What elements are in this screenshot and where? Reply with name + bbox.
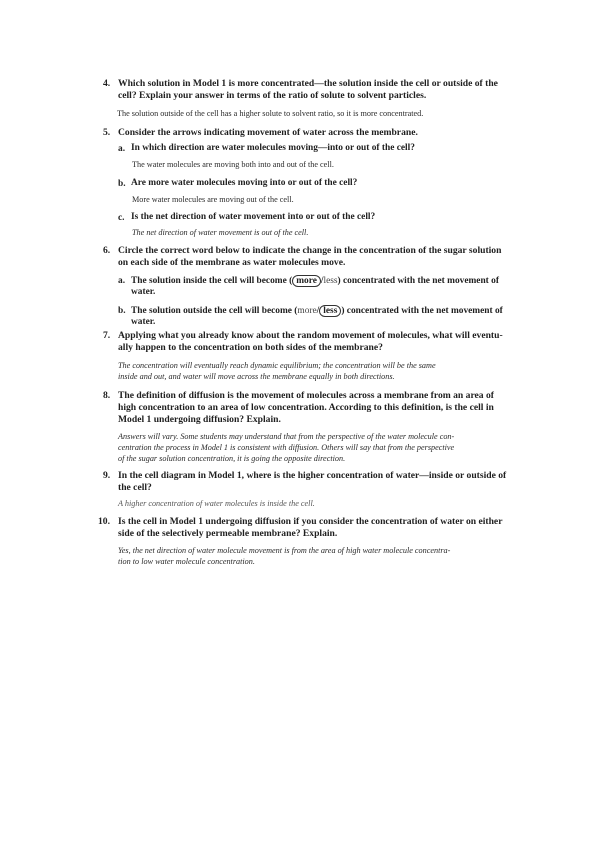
question-number: 4. xyxy=(103,78,111,89)
question-6a-text xyxy=(131,275,521,288)
question-10-line-1: Is the cell in Model 1 undergoing diffusion if you consider the concentration of water on either xyxy=(118,516,503,527)
question-4-line-1: Which solution in Model 1 is more concentrated—the solution inside the cell or outside of the xyxy=(118,78,498,89)
subquestion-letter: b. xyxy=(118,306,126,316)
question-8-line-2: high concentration to an area of low concentration. According to this definition, is the cell in xyxy=(118,402,494,413)
question-8-answer-line-3: of the sugar solution concentration, it is going the opposite direction. xyxy=(118,454,346,463)
question-6b-pre: The solution outside the cell will become ( xyxy=(131,306,298,316)
question-7-answer-line-2: inside and out, and water will move across the membrane equally in both directions. xyxy=(118,372,395,381)
question-8-line-1: The definition of diffusion is the movement of molecules across a membrane from an area of xyxy=(118,390,494,401)
question-7-line-1: Applying what you already know about the random movement of molecules, what will eventu- xyxy=(118,330,503,341)
question-10-answer-line-2: tion to low water molecule concentration. xyxy=(118,557,255,566)
question-8-answer-line-1: Answers will vary. Some students may understand that from the perspective of the water molecule con- xyxy=(118,432,455,441)
question-number: 10. xyxy=(98,516,110,527)
question-4-answer: The solution outside of the cell has a higher solute to solvent ratio, so it is more concentrated. xyxy=(117,109,424,118)
question-6a-post: ) concentrated with the net movement of xyxy=(337,276,499,286)
question-6-line-1: Circle the correct word below to indicate the change in the concentration of the sugar solution xyxy=(118,245,502,256)
subquestion-letter: a. xyxy=(118,144,126,154)
question-9-line-2: the cell? xyxy=(118,482,152,493)
question-8-answer-line-2: centration the process in Model 1 is consistent with diffusion. Others will say that from the perspective xyxy=(118,443,455,452)
question-5b-text: Are more water molecules moving into or out of the cell? xyxy=(131,178,358,188)
question-8-line-3: Model 1 undergoing diffusion? Explain. xyxy=(118,414,281,425)
question-7-line-2: ally happen to the concentration on both sides of the membrane? xyxy=(118,342,383,353)
question-6a-pre: The solution inside the cell will become ( xyxy=(131,276,293,286)
option-less: less xyxy=(323,276,338,286)
question-6-line-2: on each side of the membrane as water molecules move. xyxy=(118,257,346,268)
question-9-answer: A higher concentration of water molecules is inside the cell. xyxy=(118,499,315,508)
question-6b-post: ) concentrated with the net movement of xyxy=(341,306,503,316)
question-4-line-2: cell? Explain your answer in terms of the ratio of solute to solvent particles. xyxy=(118,90,427,101)
question-9-line-1: In the cell diagram in Model 1, where is the higher concentration of water—inside or outside of xyxy=(118,470,507,481)
question-5a-answer: The water molecules are moving both into and out of the cell. xyxy=(132,160,334,169)
question-number: 6. xyxy=(103,245,111,256)
option-separator: / xyxy=(320,276,324,286)
question-5c-text: Is the net direction of water movement into or out of the cell? xyxy=(131,212,376,222)
question-number: 9. xyxy=(103,470,111,481)
circled-answer-more: more xyxy=(292,275,321,287)
question-7-answer-line-1: The concentration will eventually reach dynamic equilibrium; the concentration will be the same xyxy=(118,361,436,370)
subquestion-letter: b. xyxy=(118,179,126,189)
question-number: 5. xyxy=(103,127,111,138)
question-6b-line-2: water. xyxy=(131,317,156,327)
question-number: 7. xyxy=(103,330,111,341)
question-6a-line-2: water. xyxy=(131,287,156,297)
question-5c-answer: The net direction of water movement is out of the cell. xyxy=(132,228,309,237)
question-10-answer-line-1: Yes, the net direction of water molecule movement is from the area of high water molecule concentra- xyxy=(118,546,451,555)
option-separator: / xyxy=(316,306,320,316)
circled-answer-less: less xyxy=(319,305,341,317)
option-more: more xyxy=(297,306,317,316)
question-number: 8. xyxy=(103,390,111,401)
question-5a-text: In which direction are water molecules moving—into or out of the cell? xyxy=(131,143,415,153)
question-5-text: Consider the arrows indicating movement of water across the membrane. xyxy=(118,127,418,138)
question-10-line-2: side of the selectively permeable membrane? Explain. xyxy=(118,528,338,539)
subquestion-letter: c. xyxy=(118,213,125,223)
question-5b-answer: More water molecules are moving out of the cell. xyxy=(132,195,294,204)
subquestion-letter: a. xyxy=(118,276,126,286)
question-6b-text xyxy=(131,305,521,318)
